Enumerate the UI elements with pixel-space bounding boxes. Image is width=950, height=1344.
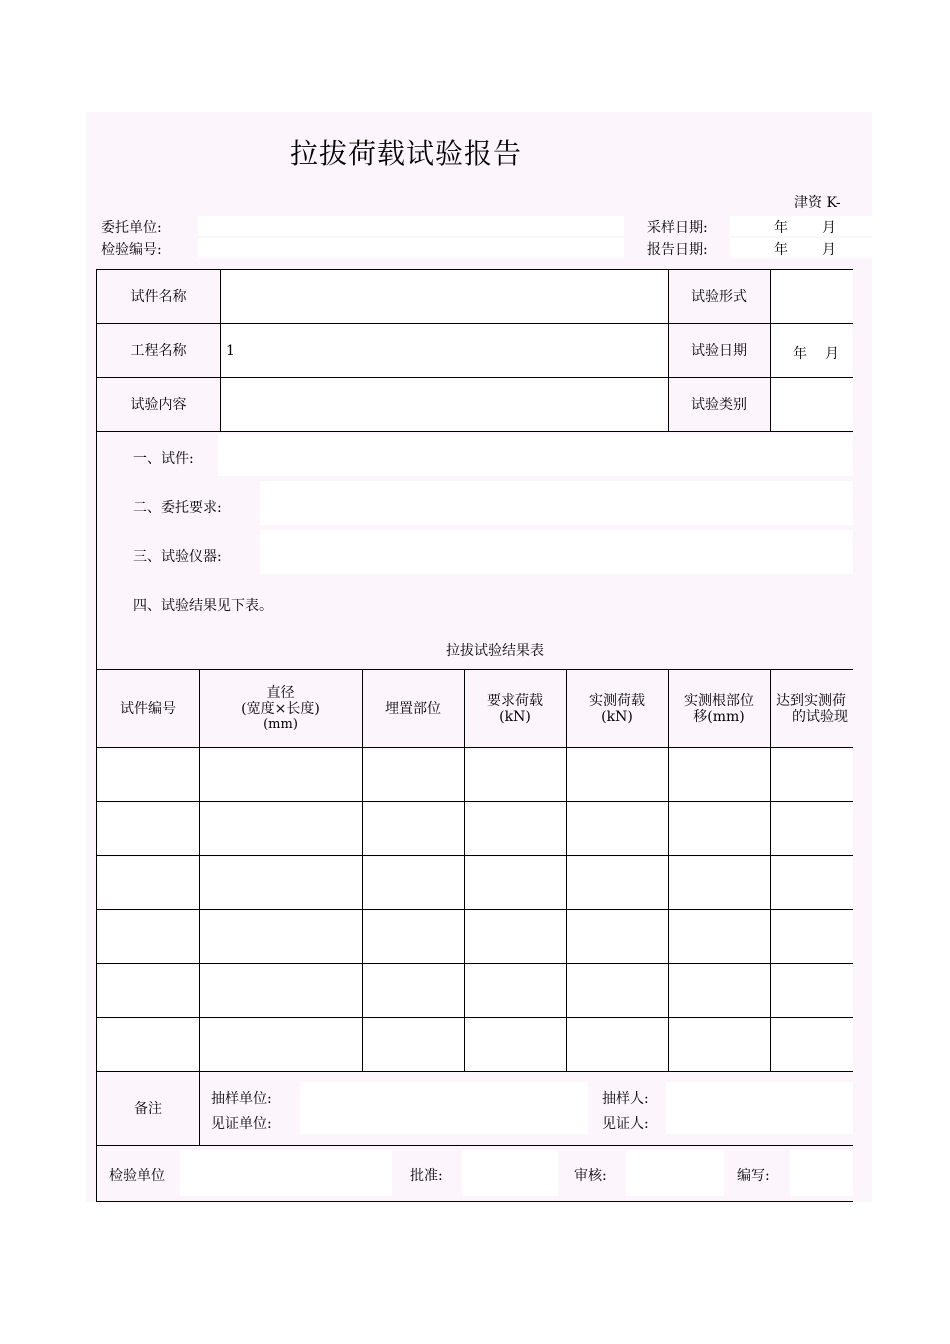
header-required-load: 要求荷载 (kN) <box>487 693 543 725</box>
test-content-field[interactable] <box>220 378 668 431</box>
witness-unit-input[interactable] <box>300 1108 588 1134</box>
sampling-date-label: 采样日期: <box>647 220 708 236</box>
result-cell[interactable] <box>363 803 464 856</box>
result-cell[interactable] <box>98 911 199 964</box>
result-cell[interactable] <box>567 911 668 964</box>
remarks-label: 备注 <box>134 1100 162 1117</box>
result-cell[interactable] <box>771 803 853 856</box>
grid-line <box>96 1201 853 1202</box>
review-label: 审核: <box>574 1168 607 1184</box>
header-specimen-no: 试件编号 <box>120 701 176 717</box>
sampling-year: 年 <box>774 220 788 236</box>
result-cell[interactable] <box>567 965 668 1018</box>
specimen-section-field[interactable] <box>218 434 853 476</box>
sampler-input[interactable] <box>666 1082 853 1108</box>
result-cell[interactable] <box>567 749 668 802</box>
grid-line <box>464 669 465 1071</box>
result-cell[interactable] <box>567 1019 668 1072</box>
result-cell[interactable] <box>98 803 199 856</box>
grid-line <box>199 669 200 1071</box>
sampling-unit-input[interactable] <box>300 1082 588 1108</box>
witness-unit-label: 见证单位: <box>211 1116 272 1132</box>
result-cell[interactable] <box>363 911 464 964</box>
sampling-unit-label: 抽样单位: <box>211 1091 272 1107</box>
project-name-label: 工程名称 <box>130 342 187 359</box>
test-content-label: 试验内容 <box>130 396 187 413</box>
result-cell[interactable] <box>465 857 566 910</box>
result-cell[interactable] <box>669 965 770 1018</box>
grid-line <box>96 1145 853 1146</box>
result-cell[interactable] <box>771 749 853 802</box>
inspection-unit-input[interactable] <box>180 1150 392 1196</box>
grid-line <box>96 269 853 270</box>
client-label: 委托单位: <box>101 220 162 236</box>
result-cell[interactable] <box>200 803 362 856</box>
result-cell[interactable] <box>363 965 464 1018</box>
test-form-field[interactable] <box>770 270 853 323</box>
result-cell[interactable] <box>771 1019 853 1072</box>
result-cell[interactable] <box>200 965 362 1018</box>
number-label: 检验编号: <box>101 242 162 258</box>
grid-line <box>220 269 221 431</box>
header-measured-load: 实测荷载 (kN) <box>589 693 645 725</box>
specimen-name-label: 试件名称 <box>130 288 187 305</box>
report-month: 月 <box>822 242 836 258</box>
grid-line <box>96 377 853 378</box>
grid-line <box>770 669 771 1071</box>
number-input[interactable] <box>198 238 624 258</box>
approve-label: 批准: <box>410 1168 443 1184</box>
test-date-month: 月 <box>825 346 839 362</box>
result-cell[interactable] <box>465 965 566 1018</box>
grid-line <box>668 669 669 1071</box>
specimen-name-field[interactable] <box>220 270 668 323</box>
result-cell[interactable] <box>771 911 853 964</box>
sampler-label: 抽样人: <box>602 1091 649 1107</box>
grid-line <box>96 747 853 748</box>
results-caption: 拉拔试验结果表 <box>446 643 544 659</box>
grid-line <box>96 669 853 670</box>
result-cell[interactable] <box>200 1019 362 1072</box>
result-cell[interactable] <box>771 857 853 910</box>
report-date-label: 报告日期: <box>647 242 708 258</box>
section-instrument: 三、试验仪器: <box>133 549 222 565</box>
grid-line <box>96 855 853 856</box>
result-cell[interactable] <box>771 965 853 1018</box>
test-category-field[interactable] <box>770 378 853 431</box>
report-date-input[interactable] <box>730 238 872 258</box>
test-date-year: 年 <box>793 346 807 362</box>
write-input[interactable] <box>790 1150 853 1196</box>
result-cell[interactable] <box>567 857 668 910</box>
report-year: 年 <box>774 242 788 258</box>
grid-line <box>362 669 363 1071</box>
witness-label: 见证人: <box>602 1116 649 1132</box>
grid-line <box>96 431 853 432</box>
grid-line <box>96 323 853 324</box>
requirement-section-field[interactable] <box>260 481 853 525</box>
result-cell[interactable] <box>669 803 770 856</box>
result-cell[interactable] <box>465 1019 566 1072</box>
test-form-label: 试验形式 <box>691 288 747 305</box>
write-label: 编写: <box>737 1168 770 1184</box>
grid-line <box>770 269 771 431</box>
test-category-label: 试验类别 <box>691 396 747 413</box>
result-cell[interactable] <box>363 749 464 802</box>
project-name-field[interactable] <box>220 324 668 377</box>
grid-line <box>96 269 97 1202</box>
result-cell[interactable] <box>669 911 770 964</box>
result-cell[interactable] <box>363 1019 464 1072</box>
sampling-month: 月 <box>822 220 836 236</box>
grid-line <box>96 1071 853 1072</box>
grid-line <box>566 669 567 1071</box>
header-embed-position: 埋置部位 <box>385 701 441 717</box>
grid-line <box>96 909 853 910</box>
result-cell[interactable] <box>669 857 770 910</box>
header-root-displacement: 实测根部位 移(mm) <box>684 693 754 725</box>
test-date-label: 试验日期 <box>691 342 747 359</box>
result-cell[interactable] <box>98 749 199 802</box>
inspection-unit-label: 检验单位 <box>109 1168 165 1184</box>
result-cell[interactable] <box>200 857 362 910</box>
result-cell[interactable] <box>363 857 464 910</box>
grid-line <box>96 1017 853 1018</box>
header-test-phenomenon: 达到实测荷 的试验现 <box>776 693 848 725</box>
result-cell[interactable] <box>98 1019 199 1072</box>
report-title: 拉拔荷载试验报告 <box>289 137 522 170</box>
section-requirement: 二、委托要求: <box>133 500 222 516</box>
instrument-section-field[interactable] <box>260 530 853 574</box>
grid-line <box>96 963 853 964</box>
result-cell[interactable] <box>200 911 362 964</box>
client-input[interactable] <box>198 216 624 236</box>
test-date-field[interactable] <box>770 324 853 377</box>
result-cell[interactable] <box>98 965 199 1018</box>
grid-line <box>199 1071 200 1145</box>
review-input[interactable] <box>626 1150 724 1196</box>
header-diameter: 直径 (宽度×长度) (mm) <box>241 685 320 732</box>
result-cell[interactable] <box>669 1019 770 1072</box>
grid-line <box>96 801 853 802</box>
witness-input[interactable] <box>666 1108 853 1134</box>
section-results: 四、试验结果见下表。 <box>133 598 273 614</box>
result-cell[interactable] <box>465 911 566 964</box>
result-cell[interactable] <box>200 749 362 802</box>
result-cell[interactable] <box>465 749 566 802</box>
approve-input[interactable] <box>462 1150 558 1196</box>
document-code: 津资 K- <box>794 195 841 211</box>
grid-line <box>668 269 669 431</box>
result-cell[interactable] <box>567 803 668 856</box>
project-name-value: 1 <box>226 342 235 359</box>
sampling-date-input[interactable] <box>730 216 872 236</box>
section-specimen: 一、试件: <box>133 451 194 467</box>
result-cell[interactable] <box>98 857 199 910</box>
result-cell[interactable] <box>669 749 770 802</box>
result-cell[interactable] <box>465 803 566 856</box>
